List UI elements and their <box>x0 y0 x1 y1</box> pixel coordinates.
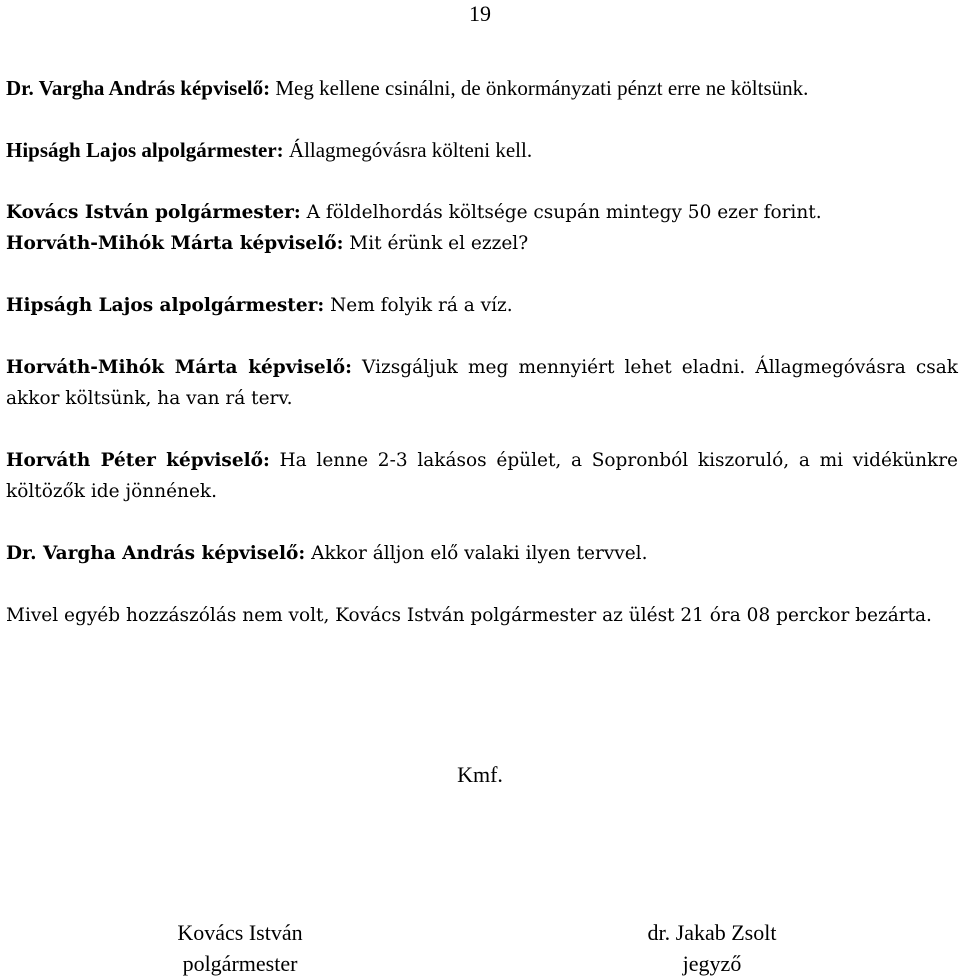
paragraph <box>6 538 958 569</box>
signatory-title: polgármester <box>182 951 298 976</box>
paragraph-text: Akkor álljon elő valaki ilyen tervvel. <box>305 543 648 564</box>
speaker-label: Hipságh Lajos alpolgármester: <box>6 295 325 316</box>
paragraph <box>6 352 958 414</box>
signatory-name: Kovács István <box>177 920 303 945</box>
paragraph-text: Állagmegóvásra költeni kell. <box>283 138 533 162</box>
signatory-name: dr. Jakab Zsolt <box>647 920 777 945</box>
paragraph-text: Ha lenne 2-3 lakásos épület, a Sopronból kiszoruló, a mi vidékünkre költözők ide jönnének. <box>6 450 958 502</box>
signature-block-notary <box>612 917 812 979</box>
paragraph-text: Vizsgáljuk meg mennyiért lehet eladni. Állagmegóvásra csak akkor költsünk, ha van rá terv. <box>6 357 958 409</box>
speaker-label: Dr. Vargha András képviselő: <box>6 76 271 100</box>
paragraph-text: Mivel egyéb hozzászólás nem volt, Kovács István polgármester az ülést 21 óra 08 perckor bezárta. <box>6 605 932 626</box>
speaker-label: Horváth Péter képviselő: <box>6 450 270 471</box>
speaker-label: Hipságh Lajos alpolgármester: <box>6 138 284 162</box>
paragraph <box>6 135 958 166</box>
page-number: 19 <box>469 1 491 26</box>
paragraph <box>6 73 958 104</box>
signature-block-mayor <box>140 917 340 979</box>
speaker-label: Horváth-Mihók Márta képviselő: <box>6 233 344 254</box>
speaker-label: Dr. Vargha András képviselő: <box>6 543 306 564</box>
kmf-label: Kmf. <box>457 762 503 787</box>
paragraph <box>6 197 958 228</box>
paragraph <box>6 290 958 321</box>
paragraph-text: Nem folyik rá a víz. <box>324 295 513 316</box>
signatory-title: jegyző <box>682 951 742 976</box>
closing-paragraph <box>6 600 958 631</box>
paragraph-text: Meg kellene csinálni, de önkormányzati pénzt erre ne költsünk. <box>270 76 809 100</box>
speaker-label: Horváth-Mihók Márta képviselő: <box>6 357 352 378</box>
speaker-label: Kovács István polgármester: <box>6 202 301 223</box>
paragraph-text: Mit érünk el ezzel? <box>343 233 529 254</box>
paragraph <box>6 228 958 259</box>
paragraph <box>6 445 958 507</box>
paragraph-text: A földelhordás költsége csupán mintegy 50 ezer forint. <box>300 202 822 223</box>
minutes-text <box>6 73 958 631</box>
